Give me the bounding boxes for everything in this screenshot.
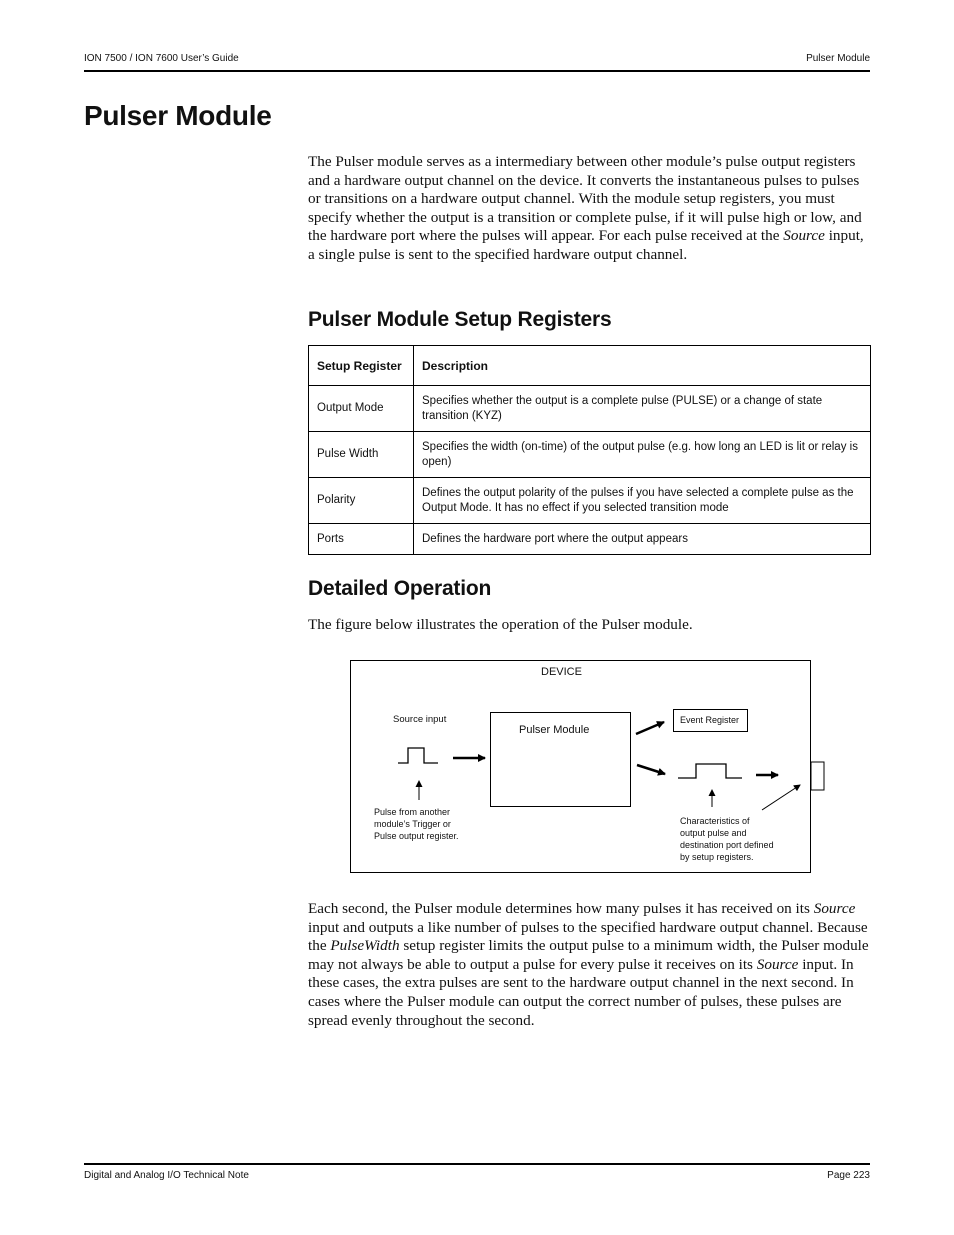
pulse-source-note-line: Pulse output register.	[374, 831, 459, 841]
page-footer	[84, 1163, 870, 1185]
operation-text-2: input and outputs a like number of pulses to the specified hardware output channel. Because the	[308, 918, 868, 955]
event-register-label: Event Register	[680, 715, 740, 725]
section-heading-setup-registers: Pulser Module Setup Registers	[308, 308, 612, 331]
footer-note-title: Digital and Analog I/O Technical Note	[84, 1170, 249, 1181]
pulser-module-label: Pulser Module	[519, 724, 590, 736]
operation-em-source-2: Source	[756, 955, 799, 973]
intro-em-source: Source	[783, 227, 825, 245]
characteristics-note-line: destination port defined	[680, 840, 774, 850]
table-cell-description: Specifies the width (on-time) of the output pulse (e.g. how long an LED is lit or relay is open)	[414, 432, 871, 478]
input-pulse-waveform	[398, 748, 438, 763]
operation-em-source: Source	[813, 900, 856, 917]
characteristics-note-line: by setup registers.	[680, 852, 754, 862]
section-heading-detailed-operation: Detailed Operation	[308, 577, 492, 600]
header-section-title: Pulser Module	[806, 53, 870, 64]
pulse-source-note-line: module’s Trigger or	[374, 819, 451, 829]
footer-page-number: Page 223	[827, 1170, 870, 1181]
hardware-port-connector	[811, 762, 824, 790]
device-label: DEVICE	[541, 666, 582, 678]
pulse-source-note-line: Pulse from another	[374, 807, 451, 817]
table-cell-description: Defines the output polarity of the pulses if you have selected a complete pulse as the Output Mode. It has no effect if you selected transition mode	[414, 478, 871, 524]
table-cell-register: Output Mode	[309, 386, 414, 432]
characteristics-pointer-arrow	[762, 785, 800, 810]
source-input-label: Source input	[393, 714, 447, 725]
table-cell-description: Specifies whether the output is a complete pulse (PULSE) or a change of state transition (KYZ)	[414, 386, 871, 432]
operation-text-3: setup register limits the output pulse to a minimum width, the Pulser module may not always be able to output a pulse for every pulse it receives on its	[308, 937, 869, 973]
table-header-setup-register: Setup Register	[309, 346, 414, 386]
page-title: Pulser Module	[84, 100, 272, 131]
intro-text-1: The Pulser module serves as a intermediary between other module’s pulse output registers and a hardware output channel on the device. It converts the instantaneous pulses to pulses or transitions on a hardware output channel. With the module setup registers, you must specify whether the output is a transition or complete pulse, if it will pulse high or low, and the hardware port where the pulses will appear. For each pulse received at the	[308, 153, 862, 245]
header-doc-title: ION 7500 / ION 7600 User’s Guide	[84, 53, 239, 64]
table-cell-register: Ports	[309, 524, 414, 555]
module-to-output-arrow	[637, 765, 665, 774]
table-cell-register: Polarity	[309, 478, 414, 524]
operation-paragraph	[308, 900, 870, 1030]
operation-text-1: Each second, the Pulser module determines how many pulses it has received on its	[308, 900, 814, 917]
module-to-event-register-arrow	[636, 722, 664, 734]
intro-text-2: input, a single pulse is sent to the specified hardware output channel.	[308, 227, 864, 263]
table-header-description: Description	[414, 346, 871, 386]
table-cell-register: Pulse Width	[309, 432, 414, 478]
characteristics-note-line: output pulse and	[680, 828, 747, 838]
operation-em-pulsewidth: PulseWidth	[330, 937, 400, 955]
figure-intro-paragraph: The figure below illustrates the operation of the Pulser module.	[308, 616, 693, 633]
characteristics-note-line: Characteristics of	[680, 816, 750, 826]
table-cell-description: Defines the hardware port where the output appears	[414, 524, 871, 555]
operation-text-4: input. In these cases, the extra pulses are sent to the hardware output channel in the next second. In cases where the Pulser module can output the correct number of pulses, these pulses are spread evenly throughout the second.	[308, 955, 854, 1029]
output-pulse-waveform	[678, 764, 742, 778]
